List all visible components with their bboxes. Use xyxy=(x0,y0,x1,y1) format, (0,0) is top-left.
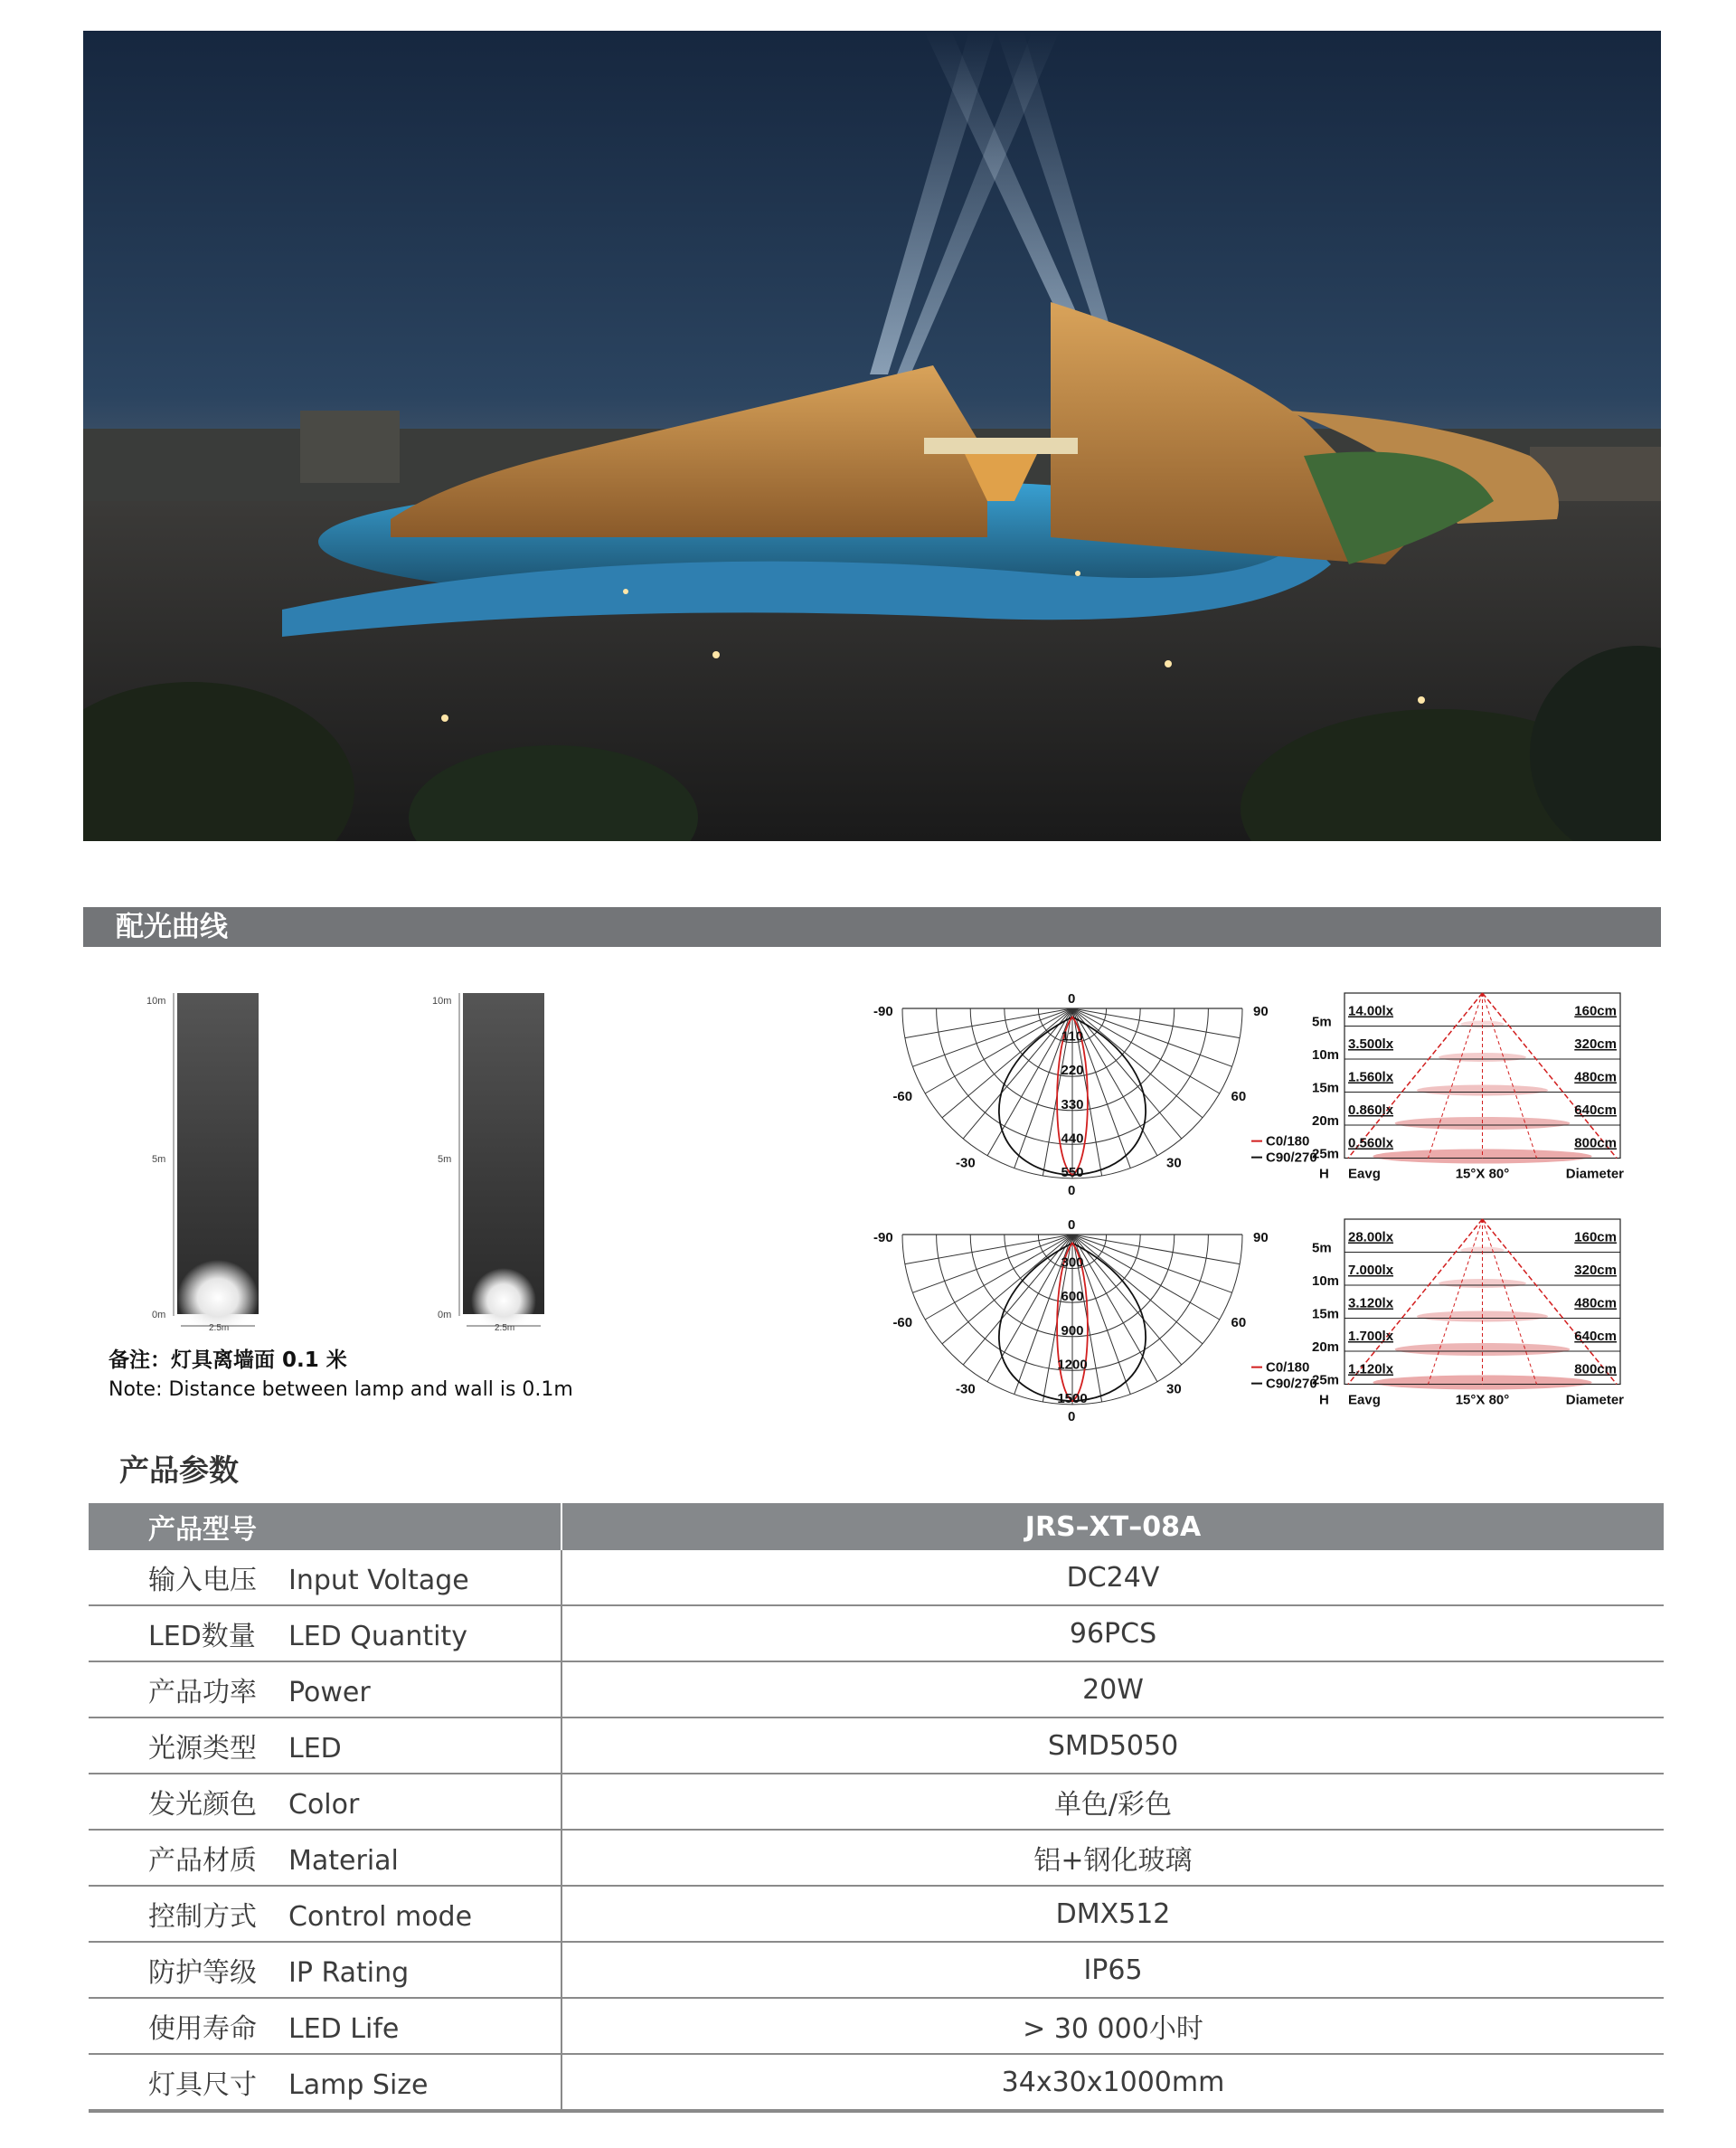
param-label-zh: 控制方式 xyxy=(148,1901,257,1933)
polar-ring-label: 1500 xyxy=(1057,1391,1088,1406)
table-row xyxy=(89,1717,1664,1774)
legend-c90: C90/270 xyxy=(1266,1376,1317,1392)
polar-ring-label: 220 xyxy=(1061,1063,1084,1079)
polar-ring-label: 330 xyxy=(1061,1096,1084,1112)
polar-angle-label: -90 xyxy=(873,1004,893,1019)
param-value: 铝+钢化玻璃 xyxy=(561,1830,1664,1886)
cone-band xyxy=(1373,1376,1591,1390)
wall-1-label-0m: 0m xyxy=(152,1310,166,1320)
params-header-value: JRS–XT–08A xyxy=(561,1503,1664,1550)
param-value: > 30 000小时 xyxy=(561,1998,1664,2054)
cone-diameter-label: 480cm xyxy=(1574,1069,1617,1085)
cone-diameter-label: 160cm xyxy=(1574,1229,1617,1245)
polar-ring-label: 550 xyxy=(1061,1165,1084,1180)
table-row xyxy=(89,1661,1664,1717)
cone-band xyxy=(1373,1150,1591,1164)
cone-foot-diameter: Diameter xyxy=(1565,1166,1624,1182)
cone-inner-right xyxy=(1483,993,1537,1159)
legend-c0: C0/180 xyxy=(1266,1133,1310,1150)
wall-1-width: 2.5m xyxy=(209,1323,230,1333)
polar-angle-label: -60 xyxy=(892,1089,913,1104)
param-label-en: Input Voltage xyxy=(288,1565,469,1596)
param-label-zh: 发光颜色 xyxy=(148,1789,257,1821)
polar-ring-label: 600 xyxy=(1061,1289,1084,1305)
param-label-en: LED Quantity xyxy=(288,1621,467,1652)
hero-photo xyxy=(83,31,1661,841)
cone-diameter-label: 800cm xyxy=(1574,1135,1617,1151)
section-title-curves: 配光曲线 xyxy=(83,907,1661,947)
param-label xyxy=(89,1550,561,1605)
param-label-zh: 产品功率 xyxy=(148,1677,257,1708)
table-row xyxy=(89,1830,1664,1886)
wall-2-label-0m: 0m xyxy=(438,1310,452,1320)
param-label-zh: 防护等级 xyxy=(148,1957,257,1989)
param-value: 20W xyxy=(561,1661,1664,1717)
param-label-zh: 灯具尺寸 xyxy=(148,2069,257,2101)
note-zh: 备注：灯具离墙面 0.1 米 xyxy=(108,1348,347,1372)
param-label-en: LED Life xyxy=(288,2013,400,2045)
polar-angle-label: 90 xyxy=(1253,1230,1269,1245)
param-value: DMX512 xyxy=(561,1886,1664,1942)
wall-chart-1 xyxy=(146,993,259,1336)
cone-foot-diameter: Diameter xyxy=(1565,1392,1624,1408)
wall-2-width: 2.5m xyxy=(495,1323,515,1333)
cone-height-label: 15m xyxy=(1312,1080,1340,1096)
cone-height-label: 25m xyxy=(1312,1146,1340,1162)
cone-eavg-label: 0.560lx xyxy=(1348,1135,1394,1151)
polar-angle-label: 90 xyxy=(1253,1004,1269,1019)
polar-ring-label: 110 xyxy=(1061,1028,1084,1045)
polar-ring-label: 1200 xyxy=(1057,1357,1088,1373)
cone-foot-eavg: Eavg xyxy=(1348,1392,1381,1408)
cone-diameter-label: 320cm xyxy=(1574,1036,1617,1052)
param-value: 单色/彩色 xyxy=(561,1774,1664,1830)
param-label-zh: LED数量 xyxy=(148,1621,256,1652)
param-label-zh: 光源类型 xyxy=(148,1733,257,1765)
cone-foot-h: H xyxy=(1319,1392,1329,1408)
polar-angle-label: -60 xyxy=(892,1315,913,1330)
note-en: Note: Distance between lamp and wall is 0.1m xyxy=(108,1378,573,1401)
cone-eavg-label: 1.120lx xyxy=(1348,1361,1394,1377)
polar-angle-label: 60 xyxy=(1231,1315,1247,1330)
cone-inner-left xyxy=(1429,993,1483,1159)
param-label xyxy=(89,1942,561,1998)
cone-eavg-label: 3.120lx xyxy=(1348,1295,1394,1311)
cone-eavg-label: 14.00lx xyxy=(1348,1003,1394,1019)
param-label-zh: 输入电压 xyxy=(148,1565,257,1596)
param-label xyxy=(89,2054,561,2111)
polar-angle-label: 60 xyxy=(1231,1089,1247,1104)
param-label-en: LED xyxy=(288,1733,342,1765)
param-label xyxy=(89,1998,561,2054)
polar-ring-label: 300 xyxy=(1061,1254,1084,1271)
param-label xyxy=(89,1717,561,1774)
param-label xyxy=(89,1830,561,1886)
cone-height-label: 25m xyxy=(1312,1372,1340,1388)
params-header-row xyxy=(89,1503,1664,1550)
note xyxy=(108,1346,573,1405)
cone-eavg-label: 3.500lx xyxy=(1348,1036,1394,1052)
polar-chart-2 xyxy=(873,1217,1317,1424)
param-label-en: IP Rating xyxy=(288,1957,410,1989)
param-label xyxy=(89,1774,561,1830)
polar-angle-label: -30 xyxy=(956,1155,976,1171)
cone-diameter-label: 800cm xyxy=(1574,1361,1617,1377)
cone-inner-right xyxy=(1483,1219,1537,1385)
table-row xyxy=(89,1886,1664,1942)
param-label xyxy=(89,1661,561,1717)
cone-chart-2 xyxy=(1312,1219,1624,1408)
param-label-zh: 产品材质 xyxy=(148,1845,257,1877)
polar-chart-1 xyxy=(873,991,1317,1198)
cone-diameter-label: 320cm xyxy=(1574,1263,1617,1278)
table-row xyxy=(89,1942,1664,1998)
params-header-label: 产品型号 xyxy=(89,1503,561,1550)
cone-height-label: 15m xyxy=(1312,1306,1340,1322)
table-row xyxy=(89,1550,1664,1605)
cone-foot-eavg: Eavg xyxy=(1348,1166,1381,1182)
param-label-en: Color xyxy=(288,1789,360,1821)
table-row xyxy=(89,2054,1664,2111)
polar-angle-label: -30 xyxy=(956,1381,976,1397)
cone-height-label: 10m xyxy=(1312,1047,1340,1063)
cone-height-label: 5m xyxy=(1312,1014,1332,1030)
cone-eavg-label: 1.700lx xyxy=(1348,1329,1394,1344)
param-label-en: Control mode xyxy=(288,1901,473,1933)
cone-height-label: 20m xyxy=(1312,1113,1340,1129)
polar-angle-label: 30 xyxy=(1166,1381,1182,1397)
cone-chart-1 xyxy=(1312,993,1624,1182)
polar-angle-label: 0 xyxy=(1068,1217,1076,1233)
table-row xyxy=(89,1998,1664,2054)
param-label-en: Lamp Size xyxy=(288,2069,429,2101)
polar-angle-label: 0 xyxy=(1068,1409,1076,1424)
legend-c0: C0/180 xyxy=(1266,1359,1310,1376)
cone-height-label: 5m xyxy=(1312,1240,1332,1256)
cone-diameter-label: 640cm xyxy=(1574,1329,1617,1344)
polar-angle-label: 0 xyxy=(1068,1183,1076,1198)
polar-ring-label: 440 xyxy=(1061,1131,1084,1147)
cone-height-label: 20m xyxy=(1312,1339,1340,1355)
param-label xyxy=(89,1605,561,1661)
cone-eavg-label: 1.560lx xyxy=(1348,1069,1394,1085)
wall-1-label-5m: 5m xyxy=(152,1154,166,1165)
wall-2-label-10m: 10m xyxy=(432,996,452,1007)
polar-ring-label: 900 xyxy=(1061,1322,1084,1339)
polar-angle-label: 30 xyxy=(1166,1155,1182,1171)
cone-diameter-label: 160cm xyxy=(1574,1003,1617,1019)
param-value: 96PCS xyxy=(561,1605,1664,1661)
cone-foot-angle: 15°X 80° xyxy=(1455,1392,1510,1408)
cone-height-label: 10m xyxy=(1312,1273,1340,1289)
cone-inner-left xyxy=(1429,1219,1483,1385)
cone-eavg-label: 28.00lx xyxy=(1348,1229,1394,1245)
table-row xyxy=(89,1605,1664,1661)
wall-2-label-5m: 5m xyxy=(438,1154,452,1165)
cone-eavg-label: 7.000lx xyxy=(1348,1263,1394,1278)
wall-chart-2 xyxy=(432,993,544,1333)
param-value: 34x30x1000mm xyxy=(561,2054,1664,2111)
cone-foot-h: H xyxy=(1319,1166,1329,1182)
param-label-en: Material xyxy=(288,1845,399,1877)
cone-foot-angle: 15°X 80° xyxy=(1455,1166,1510,1182)
wall-1-label-10m: 10m xyxy=(146,996,166,1007)
param-value: IP65 xyxy=(561,1942,1664,1998)
legend-c90: C90/270 xyxy=(1266,1150,1317,1166)
param-label xyxy=(89,1886,561,1942)
cone-diameter-label: 640cm xyxy=(1574,1102,1617,1118)
section-title-params: 产品参数 xyxy=(119,1453,239,1488)
cone-diameter-label: 480cm xyxy=(1574,1295,1617,1311)
polar-angle-label: -90 xyxy=(873,1230,893,1245)
param-label-zh: 使用寿命 xyxy=(148,2013,257,2045)
params-table xyxy=(89,1503,1664,2113)
param-value: SMD5050 xyxy=(561,1717,1664,1774)
table-row xyxy=(89,1774,1664,1830)
cone-eavg-label: 0.860lx xyxy=(1348,1102,1394,1118)
param-label-en: Power xyxy=(288,1677,371,1708)
param-value: DC24V xyxy=(561,1550,1664,1605)
polar-angle-label: 0 xyxy=(1068,991,1076,1007)
